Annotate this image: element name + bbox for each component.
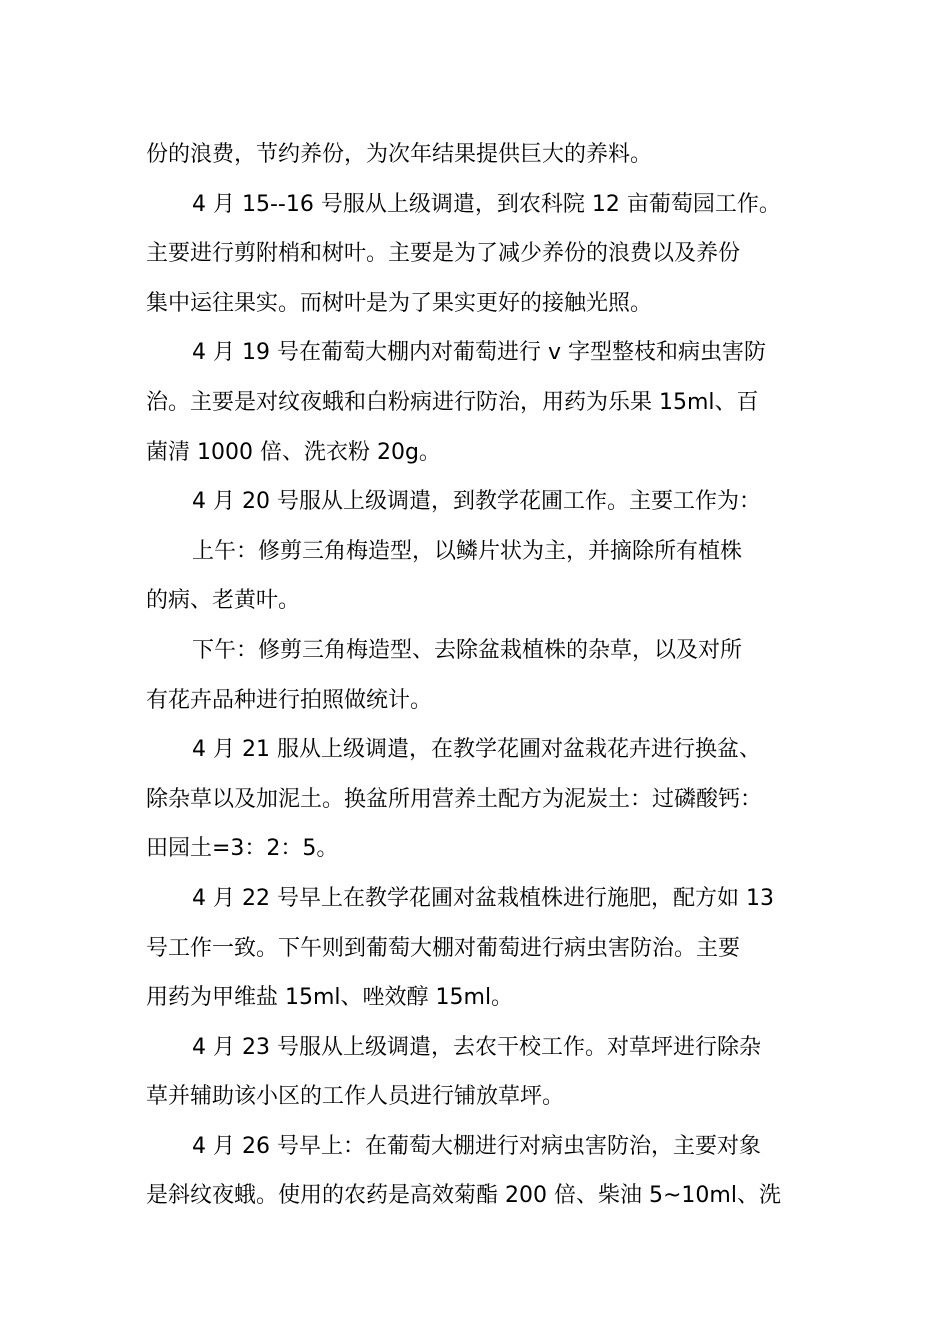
text-line: 下午：修剪三角梅造型、去除盆栽植株的杂草，以及对所 — [192, 637, 743, 663]
text-line: 4 月 23 号服从上级调遣，去农干校工作。对草坪进行除杂 — [192, 1034, 761, 1060]
text-line: 上午：修剪三角梅造型，以鳞片状为主，并摘除所有植株 — [192, 538, 743, 564]
text-line: 4 月 21 服从上级调遣，在教学花圃对盆栽花卉进行换盆、 — [192, 737, 761, 763]
text-line: 是斜纹夜蛾。使用的农药是高效菊酯 200 倍、柴油 5~10ml、洗 — [146, 1183, 781, 1209]
text-line: 4 月 26 号早上：在葡萄大棚进行对病虫害防治，主要对象 — [192, 1133, 761, 1159]
text-line: 田园土=3：2：5。 — [146, 836, 339, 862]
text-line: 4 月 20 号服从上级调遣，到教学花圃工作。主要工作为： — [192, 489, 761, 515]
text-line: 的病、老黄叶。 — [146, 588, 301, 614]
text-line: 4 月 19 号在葡萄大棚内对葡萄进行 v 字型整枝和病虫害防 — [192, 340, 766, 366]
text-line: 有花卉品种进行拍照做统计。 — [146, 687, 433, 713]
text-line: 号工作一致。下午则到葡萄大棚对葡萄进行病虫害防治。主要 — [146, 935, 741, 961]
text-line: 用药为甲维盐 15ml、唑效醇 15ml。 — [146, 985, 514, 1011]
text-line: 份的浪费，节约养份，为次年结果提供巨大的养料。 — [146, 142, 653, 167]
text-line: 草并辅助该小区的工作人员进行铺放草坪。 — [146, 1084, 565, 1110]
document-body — [146, 130, 818, 1221]
text-line: 主要进行剪附梢和树叶。主要是为了减少养份的浪费以及养份 — [146, 241, 741, 267]
text-line: 治。主要是对纹夜蛾和白粉病进行防治，用药为乐果 15ml、百 — [146, 389, 759, 415]
text-line: 集中运往果实。而树叶是为了果实更好的接触光照。 — [146, 290, 653, 316]
text-line: 除杂草以及加泥土。换盆所用营养土配方为泥炭土：过磷酸钙： — [146, 786, 763, 812]
text-line: 4 月 15--16 号服从上级调遣，到农科院 12 亩葡萄园工作。 — [192, 191, 781, 217]
text-line: 菌清 1000 倍、洗衣粉 20g。 — [146, 439, 441, 465]
text-line: 4 月 22 号早上在教学花圃对盆栽植株进行施肥，配方如 13 — [192, 885, 774, 911]
